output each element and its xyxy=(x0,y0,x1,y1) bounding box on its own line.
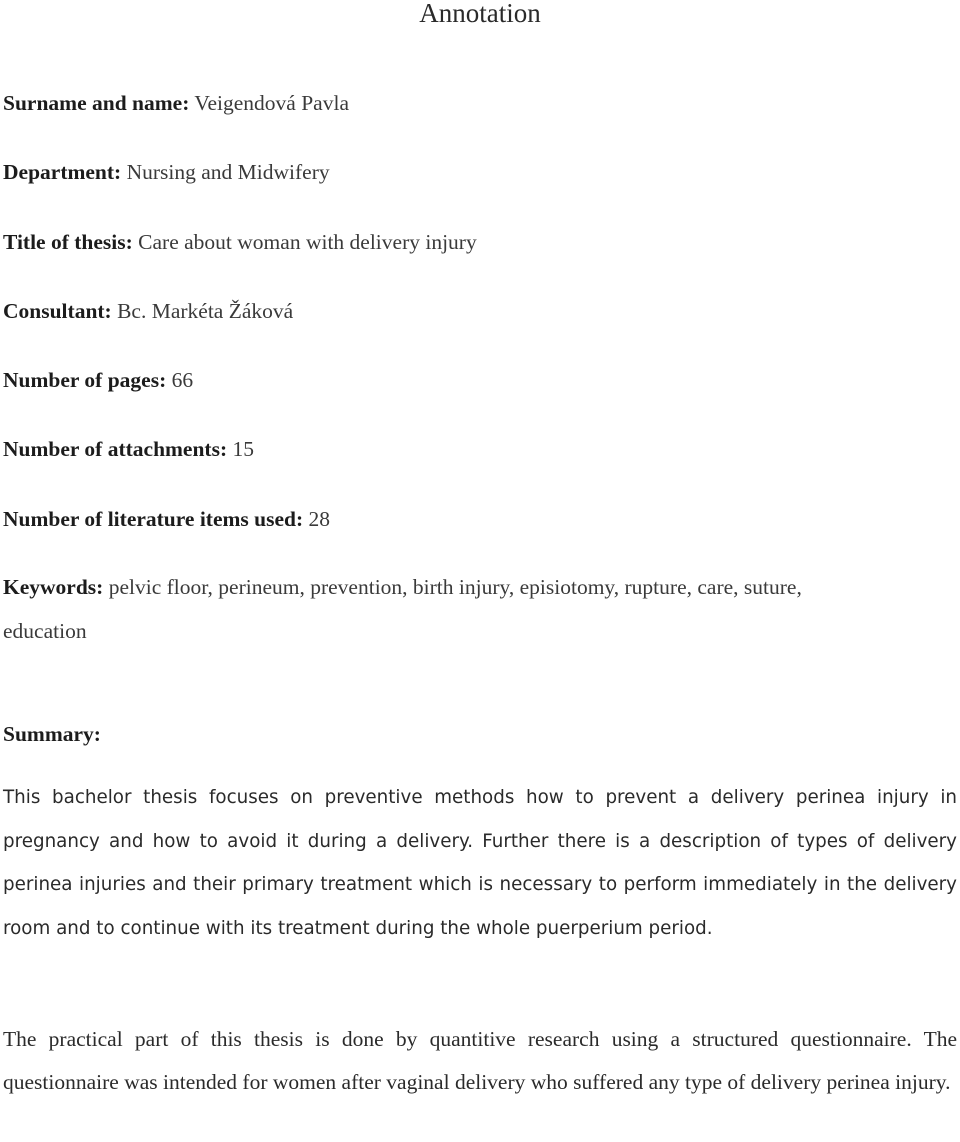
field-thesis-title-label: Title of thesis: xyxy=(3,230,133,254)
page-title: Annotation xyxy=(419,0,541,28)
field-thesis-title xyxy=(3,228,477,256)
field-pages-label: Number of pages: xyxy=(3,368,167,392)
field-literature-value: 28 xyxy=(308,507,331,531)
field-surname-value: Veigendová Pavla xyxy=(194,91,349,115)
field-department xyxy=(3,158,330,186)
field-attachments xyxy=(3,435,254,463)
summary-heading: Summary: xyxy=(3,722,101,746)
field-surname xyxy=(3,89,349,117)
field-literature xyxy=(3,505,330,533)
field-department-label: Department: xyxy=(3,160,122,184)
field-pages xyxy=(3,366,193,394)
field-attachments-label: Number of attachments: xyxy=(3,437,228,461)
field-pages-value: 66 xyxy=(171,368,194,392)
field-surname-label: Surname and name: xyxy=(3,91,190,115)
field-attachments-value: 15 xyxy=(232,437,254,461)
field-consultant xyxy=(3,297,293,325)
field-thesis-title-value: Care about woman with delivery injury xyxy=(138,230,477,254)
field-consultant-label: Consultant: xyxy=(3,299,112,323)
field-literature-label: Number of literature items used: xyxy=(3,507,304,531)
keywords-value-continued: education xyxy=(3,619,87,643)
summary-paragraph-2: The practical part of this thesis is done by quantitive research using a structured questionnaire. The questionnaire was intended for women after vaginal delivery who suffered any type of delivery perinea injury. xyxy=(3,1027,957,1094)
summary-paragraph-1: This bachelor thesis focuses on preventive methods how to prevent a delivery perinea injury in pregnancy and how to avoid it during a delivery. Further there is a description of types of delivery perinea injuries and their primary treatment which is necessary to perform immediately in the delivery room and to continue with its treatment during the whole puerperium period. xyxy=(3,787,957,939)
field-consultant-value: Bc. Markéta Žáková xyxy=(117,299,294,323)
keywords-line xyxy=(3,573,802,601)
field-department-value: Nursing and Midwifery xyxy=(126,160,330,184)
keywords-label: Keywords: xyxy=(3,575,104,599)
keywords-value: pelvic floor, perineum, prevention, birth injury, episiotomy, rupture, care, suture, xyxy=(108,575,802,599)
